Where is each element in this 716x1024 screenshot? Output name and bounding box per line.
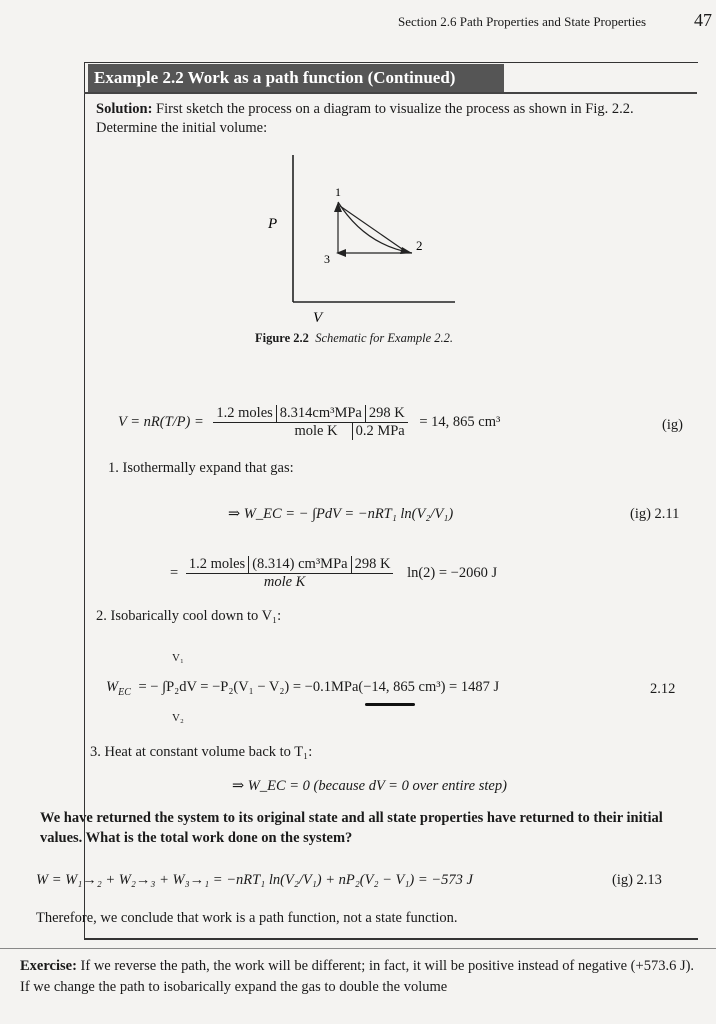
point-2-label: 2 xyxy=(416,238,423,253)
step-1: 1. Isothermally expand that gas: xyxy=(108,460,294,476)
eq-work-num2: (8.314) cm³MPa xyxy=(248,556,350,573)
exercise-label: Exercise: xyxy=(20,958,77,974)
diagonal-line xyxy=(340,206,405,251)
running-header: Section 2.6 Path Properties and State Properties xyxy=(398,14,647,29)
eq-volume-num1: 1.2 moles xyxy=(216,405,273,421)
figure-caption xyxy=(255,331,453,346)
eq-work-isochoric: ⇒ W_EC = 0 (because dV = 0 over entire step) xyxy=(232,778,507,794)
x-axis-label: V xyxy=(313,310,323,326)
eq-volume xyxy=(118,405,500,440)
eq-volume-fraction xyxy=(213,405,407,440)
solution-paragraph xyxy=(96,100,692,138)
eq-volume-den2: mole K xyxy=(294,423,338,439)
step-2: 2. Isobarically cool down to V₁: xyxy=(96,608,282,624)
exercise-paragraph xyxy=(20,956,696,998)
point-1-label: 1 xyxy=(335,185,341,199)
returned-paragraph: We have returned the system to its original state and all state properties have returned to their initial values. What is the total work done on the system? xyxy=(40,810,663,846)
eq-total-work: W = W₁→₂ + W₂→₃ + W₃→₁ = −nRT₁ ln(V₂/V₁) + nP₂(V₂ − V₁) = −573 J xyxy=(36,872,473,888)
arrow-1-2 xyxy=(400,247,412,254)
figure-caption-text: Schematic for Example 2.2. xyxy=(315,331,453,345)
eq-work-isobaric xyxy=(106,679,499,698)
pv-diagram-svg xyxy=(200,150,460,330)
eq-work-den2: mole K xyxy=(263,574,306,590)
eq-volume-tag: (ig) xyxy=(662,417,683,433)
eq-volume-num2: 8.314cm³MPa xyxy=(276,405,365,422)
solution-text: First sketch the process on a diagram to visualize the process as shown in Fig. 2.2. Determine the initial volume: xyxy=(96,101,634,136)
isotherm-curve xyxy=(338,202,412,253)
pen-underline-mark xyxy=(365,703,415,706)
solution-label: Solution: xyxy=(96,101,153,117)
eq-volume-lhs: V = nR(T/P) = xyxy=(118,414,204,430)
y-axis-label: P xyxy=(268,216,278,232)
eq-work-tail: ln(2) = −2060 J xyxy=(407,565,498,581)
eq-volume-num3: 298 K xyxy=(365,405,408,422)
pv-diagram xyxy=(200,150,460,330)
eq-work-isobaric-text: = − ∫P₂dV = −P₂(V₁ − V₂) = −0.1MPa(−14, 865 cm³) = 1487 J xyxy=(138,679,500,695)
eq-work-num1: 1.2 moles xyxy=(188,556,246,572)
eq-work-isobaric-tag: 2.12 xyxy=(650,681,676,697)
title-rule xyxy=(84,92,697,94)
eq-work-num3: 298 K xyxy=(351,556,394,573)
eq-volume-den3: 0.2 MPa xyxy=(352,423,408,440)
example-title: Example 2.2 Work as a path function (Continued) xyxy=(88,64,504,92)
integral-lower-limit: V₂ xyxy=(172,712,184,724)
eq-total-work-tag: (ig) 2.13 xyxy=(612,872,662,888)
eq-work-isothermal-numeric: = 1.2 moles (8.314) cm³MPa 298 K mole K ln(2) = −2060 J xyxy=(170,556,498,590)
page-number: 47 xyxy=(694,10,712,30)
figure-caption-label: Figure 2.2 xyxy=(255,331,309,345)
eq-work-fraction xyxy=(186,556,394,591)
eq-volume-result: = 14, 865 cm³ xyxy=(419,414,501,430)
exercise-text: If we reverse the path, the work will be different; in fact, it will be positive instead of negative (+573.6 J). If we change the path to isobarically expand the gas to double the volume xyxy=(20,958,695,995)
eq-work-isothermal-tag: (ig) 2.11 xyxy=(630,506,680,522)
conclusion: Therefore, we conclude that work is a path function, not a state function. xyxy=(36,910,458,926)
point-3-label: 3 xyxy=(324,252,330,266)
exercise-divider xyxy=(0,948,716,949)
integral-upper-limit: V₁ xyxy=(172,652,184,664)
eq-work-isothermal: ⇒ W_EC = − ∫PdV = −nRT₁ ln(V₂/V₁) xyxy=(228,506,454,522)
w-ec-symbol: $W_{EC}$ xyxy=(106,679,131,698)
step-3: 3. Heat at constant volume back to T₁: xyxy=(90,744,313,760)
